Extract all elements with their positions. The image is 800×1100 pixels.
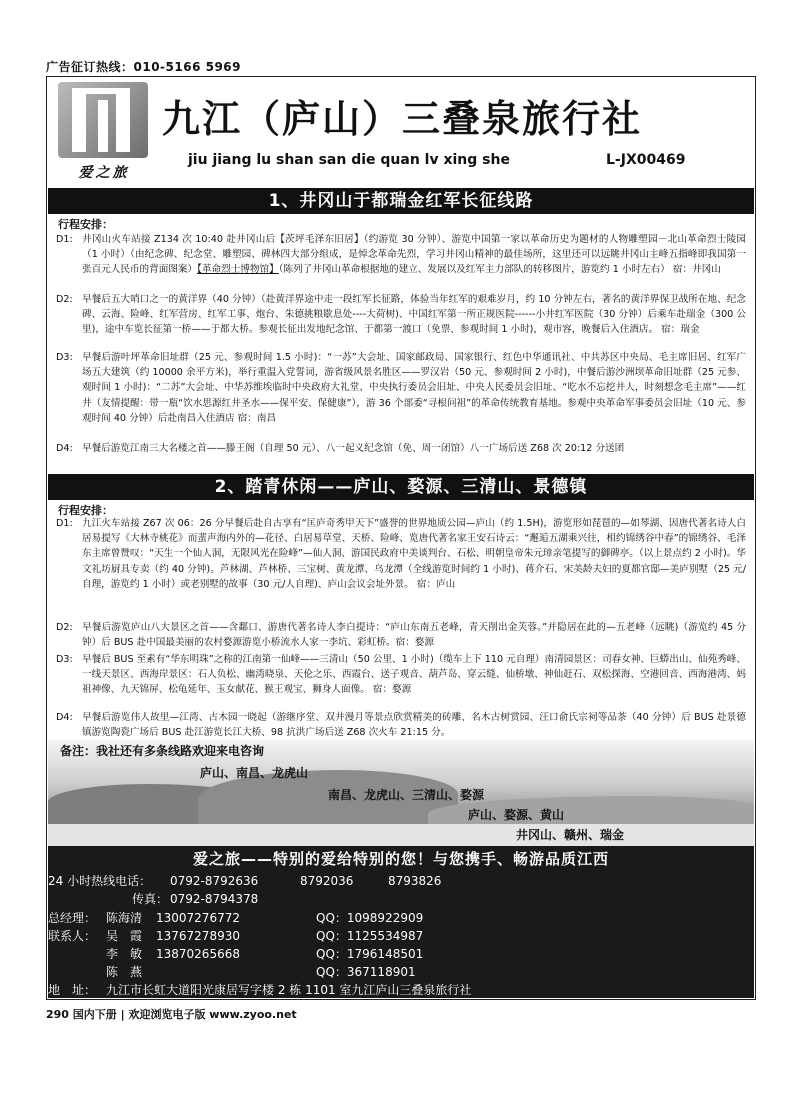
- martyrs-museum-link: 【革命烈士博物馆】: [197, 264, 279, 276]
- address-label: 地 址：: [48, 983, 97, 997]
- contact-qq-2: QQ：1796148501: [316, 947, 424, 961]
- hotline-number-3: 8793826: [388, 874, 442, 888]
- manager-phone: 13007276772: [156, 911, 240, 925]
- contact-phone-1: 13767278930: [156, 929, 240, 943]
- day-text: 早餐后游览庐山八大景区之首——含鄱口、游唐代著名诗人李白提诗：“庐山东南五老峰，青天削出金芙蓉。”并隐居在此的—五老峰（远眺)（游览约 45 分钟）后 BUS 赴中国最美丽的农村婺源游览小桥流水人家一李坑、彩虹桥。宿：婺源: [82, 622, 746, 649]
- contact-label: 联系人：: [48, 929, 97, 943]
- ad-hotline: 广告征订热线：010-5166 5969: [46, 60, 242, 74]
- route2-title: 2、踏青休闲——庐山、婺源、三清山、景德镇: [48, 474, 754, 500]
- more-route-3: 庐山、婺源、黄山: [468, 808, 565, 822]
- day-label: D4:: [56, 443, 73, 454]
- day-label: D3:: [56, 654, 73, 665]
- day-text: 早餐后游叶坪革命旧址群（25 元、参观时间 1.5 小时)：“一苏”大会址、国家邮政局、国家银行、红色中华通讯社、中共苏区中央局、毛主席旧居、红军广场五大建筑（约 10000 余平方米)，举行重温入党誓词，游省级风景名胜区——罗汉岩（50 元、参观时间 2 小时)，中餐后游沙洲坝革命旧址群（25 元参、观时间 1 小时)：“二苏”大会址、中华苏维埃临时中央政府大礼堂、中央执行委员会旧址、中央人民委员会旧址、“吃水不忘挖井人，时刻想念毛主席”——红井（友情提醒：带一瓶“饮水思源红井圣水——保平安、保健康”），游 36 个部委“寻根问祖”的革命传统教育基地。参观中央革命军事委员会旧址（10 元、参观时间 40 分钟）后赴南昌入住酒店 宿：南昌: [82, 352, 746, 424]
- day-label: D1:: [56, 518, 73, 529]
- hotline-label: 24 小时热线电话：: [48, 874, 152, 888]
- route1-itinerary-label: 行程安排：: [58, 218, 113, 231]
- route2-day1: [56, 516, 746, 592]
- manager-name: 陈海清: [106, 911, 143, 925]
- day-text: 井冈山火车站接 Z134 次 10:40 赴井冈山后【茨坪毛泽东旧居】（约游览 30 分钟）、游览中国第一家以革命历史为题材的人物雕塑园－北山革命烈士陵园（1 小时）（由纪念碑、纪念堂、雕塑园、碑林四大部分组成，是悼念革命先烈，学习井冈山精神的最佳场所，这里还可以远眺井冈山主峰五指峰即我国第一张百元人民币的背面图案）: [82, 234, 746, 276]
- agency-license-code: L-JX00469: [606, 152, 686, 168]
- manager-qq: QQ：1098922909: [316, 911, 424, 925]
- contact-panel: [48, 846, 754, 998]
- agency-name: 九江（庐山）三叠泉旅行社: [162, 97, 643, 141]
- day-text: 早餐后游览江南三大名楼之首——滕王阁（自理 50 元）、八一起义纪念馆（免、周一闭馆）八一广场后送 Z68 次 20:12 分送团: [82, 443, 625, 454]
- route1-day1: [56, 232, 746, 278]
- route1-title: 1、井冈山于都瑞金红军长征线路: [48, 188, 754, 214]
- fax-number: 0792-8794378: [170, 892, 259, 906]
- page-footer: 290 国内下册 | 欢迎浏览电子版 www.zyoo.net: [46, 1008, 297, 1021]
- route2-day4: [56, 710, 746, 740]
- more-route-4: 井冈山、赣州、瑞金: [516, 828, 625, 842]
- day-text: 早餐后游览伟人故里—江湾、古木园一晓起（游继序堂、双井漫月等景点欣赏精美的砖雕、名木古树赏园、汪口俞氏宗祠等品茶（40 分钟）后 BUS 赴景德镇游览陶瓷广场后 BUS 赴江游览长江大桥、98 抗洪广场后送 Z68 次火车 21:15 分。: [82, 712, 746, 739]
- day-text: 早餐后 BUS 至素有“华东明珠”之称的江南第一仙峰——三清山（50 公里、1 小时)（缆车上下 110 元自理）南清园景区：司春女神、巨蟒出山、仙苑秀峰、一线天景区、西海岸景区：石人负松、幽湾晓泉、天伦之乐、西霞台、送子观音、葫芦岛、穿云缝、仙桥墩、神仙赶石、双松探海、空港回音、西海港湾、妈祖神像、九天锦屏、松龟延年、玉女献花、猴王观宝、狮身人面像。 宿：婺源: [82, 654, 746, 696]
- route2-itinerary-label: 行程安排：: [58, 504, 113, 517]
- contact-phone-2: 13870265668: [156, 947, 240, 961]
- fax-label: 传真：: [132, 892, 169, 906]
- route1-day2: [56, 292, 746, 338]
- address: 九江市长虹大道阳光康居写字楼 2 栋 1101 室九江庐山三叠泉旅行社: [106, 983, 472, 997]
- day-label: D2:: [56, 622, 73, 633]
- day-text: 早餐后五大哨口之一的黄洋界（40 分钟）（赴黄洋界途中走一段红军长征路，体验当年红军的艰难岁月，约 10 分钟左右，著名的黄洋界保卫战所在地、纪念碑、云海、险峰、红军营房、红军工事、炮台、朱德挑粮歇息处----大荷树)、中国红军第一所正规医院------小井红军医院（30 分钟）后乘车赴瑞金（300 公里)，途中车览长征第一桥——于都大桥。参观长征出发地纪念馆、于都第一渡口（免票、参观时间 1 小时)，观市容，晚餐后入住酒店。 宿：瑞金: [82, 294, 746, 336]
- agency-pinyin: jiu jiang lu shan san die quan lv xing she: [188, 152, 510, 168]
- route1-day3: [56, 350, 746, 426]
- logo-text: 爱之旅: [78, 165, 130, 181]
- slogan: 爱之旅——特别的爱给特别的您！与您携手、畅游品质江西: [192, 850, 609, 868]
- contact-name-3: 陈 燕: [106, 965, 143, 979]
- route2-day3: [56, 652, 746, 698]
- contact-name-1: 吴 霞: [106, 929, 143, 943]
- day-text: （陈列了井冈山革命根据地的建立、发展以及红军主力部队的转移图片，游览约 1 小时左右） 宿：井冈山: [278, 264, 721, 276]
- contact-qq-1: QQ：1125534987: [316, 929, 424, 943]
- day-label: D3:: [56, 352, 73, 363]
- day-label: D1:: [56, 234, 73, 245]
- more-routes-note: 备注：我社还有多条线路欢迎来电咨询: [60, 744, 265, 758]
- route1-day4: [56, 441, 746, 456]
- day-label: D2:: [56, 294, 73, 305]
- logo-emblem-icon: [58, 82, 148, 158]
- more-route-1: 庐山、南昌、龙虎山: [200, 766, 309, 780]
- contact-qq-3: QQ：367118901: [316, 965, 416, 979]
- day-text: 九江火车站接 Z67 次 06：26 分早餐后赴自古享有“匡庐奇秀甲天下”盛誉的世界地质公园—庐山（约 1.5H)，游览形如琵琶的—如琴湖、因唐代著名诗人白居易提写《大林寺桃花》而蜚声海内外的—花径、白居易草堂、天桥、险峰、览唐代著名家王安石诗云：“邂逅五湖乘兴往，相约锦绣谷中春”的锦绣谷、毛泽东主席曾赞叹：“天生一个仙人洞，无限风光在险峰”—仙人洞、游国民政府中美谈判台、石松、明朝皇帝朱元璋亲笔提写的御碑亭。（以上景点约 2 小时)。华文礼坊厨具专卖（约 40 分钟)。芦林湖、芦林桥、三宝树、黄龙潭、乌龙潭（全线游览时间约 1 小时)、蒋介石、宋美龄夫妇的夏都官邸—美庐别墅（25 元/自理，游览约 1 小时）或老别墅的故事（30 元/人自理)、庐山会议会址外景。 宿：庐山: [82, 518, 746, 590]
- more-route-2: 南昌、龙虎山、三清山、婺源: [328, 788, 485, 802]
- route2-day2: [56, 620, 746, 650]
- agency-logo: [56, 82, 152, 186]
- contact-name-2: 李 敏: [106, 947, 143, 961]
- hotline-number-2: 8792036: [300, 874, 354, 888]
- manager-label: 总经理：: [48, 911, 97, 925]
- hotline-number-1: 0792-8792636: [170, 874, 259, 888]
- day-label: D4:: [56, 712, 73, 723]
